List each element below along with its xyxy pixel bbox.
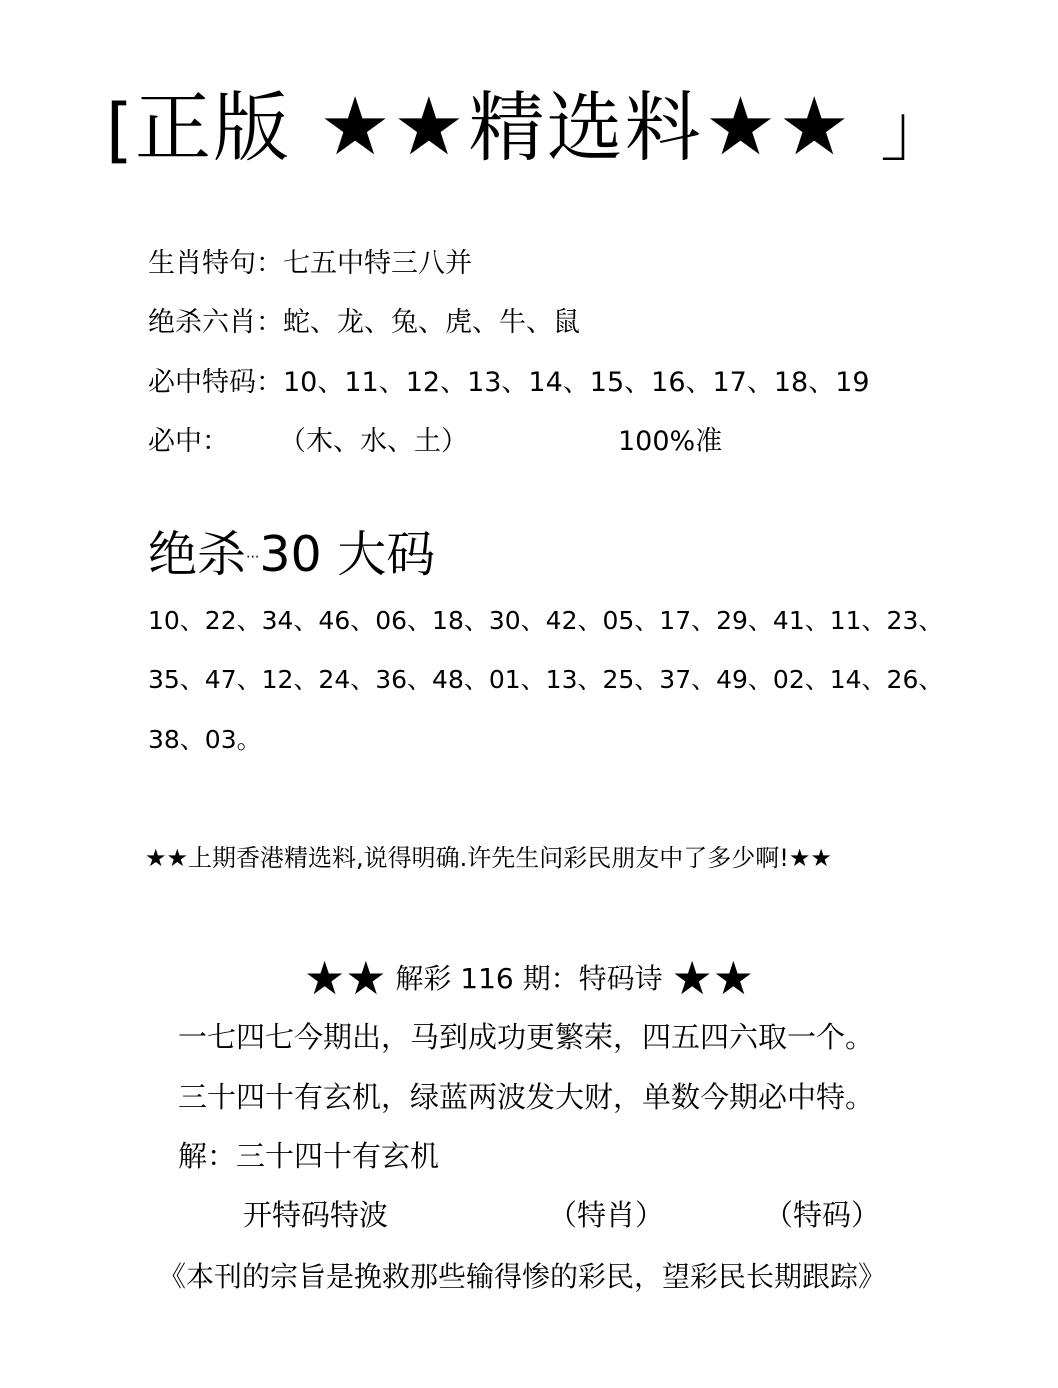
kill30-heading-part2: 30 大码 [259, 526, 436, 583]
zodiac-phrase-value: 七五中特三八并 [283, 248, 472, 279]
star-icon: ★★ [704, 80, 853, 173]
must-hit-line [148, 422, 722, 462]
star-icon: ★★ [303, 951, 387, 1005]
kill30-numbers-line: 10、22、34、46、06、18、30、42、05、17、29、41、11、23、 [148, 606, 944, 635]
star-icon: ★★ [319, 80, 467, 173]
poem-line-1: 一七四七今期出，马到成功更繁荣，四五四六取一个。 [178, 1020, 875, 1054]
poem-result-number: （特码） [764, 1198, 881, 1232]
kill30-heading-dots: ··· [246, 549, 260, 566]
must-hit-elements: （木、水、土） [279, 426, 468, 457]
notice-line: ★★上期香港精选料,说得明确.许先生问彩民朋友中了多少啊!★★ [145, 844, 832, 872]
kill30-heading [148, 520, 435, 593]
title-part1: 正版 [135, 83, 292, 172]
poem-title-line [0, 950, 1058, 1007]
title-part2: 精选料 [468, 83, 703, 172]
must-hit-accuracy: 100%准 [618, 426, 723, 457]
zodiac-phrase-line [148, 244, 472, 284]
page-title [0, 72, 1058, 185]
poem-result-label: 开特码特波 [243, 1198, 389, 1232]
poem-line-2: 三十四十有玄机，绿蓝两波发大财，单数今期必中特。 [178, 1080, 875, 1114]
poem-title: 解彩 116 期：特码诗 [395, 962, 663, 995]
footer-slogan: 《本刊的宗旨是挽救那些输得惨的彩民，望彩民长期跟踪》 [158, 1260, 887, 1293]
kill-six-label: 绝杀六肖： [148, 307, 283, 338]
title-close-bracket: 」 [880, 89, 953, 171]
must-hit-numbers-line [148, 363, 870, 403]
star-icon: ★★ [671, 951, 755, 1005]
kill-six-value: 蛇、龙、兔、虎、牛、鼠 [283, 307, 580, 338]
poem-result-line [243, 1193, 880, 1237]
zodiac-phrase-label: 生肖特句： [148, 248, 283, 279]
poem-solution-value: 三十四十有玄机 [236, 1139, 440, 1173]
kill30-numbers-line: 38、03。 [148, 725, 262, 754]
must-hit-numbers-label: 必中特码： [148, 367, 283, 398]
must-hit-numbers-value: 10、11、12、13、14、15、16、17、18、19 [283, 367, 870, 398]
must-hit-label: 必中： [148, 426, 229, 457]
kill30-heading-part1: 绝杀 [148, 526, 247, 583]
poem-solution-line [178, 1134, 439, 1178]
poem-result-zodiac: （特肖） [548, 1198, 665, 1232]
kill30-numbers-line: 35、47、12、24、36、48、01、13、25、37、49、02、14、26、 [148, 665, 944, 694]
kill-six-line [148, 303, 580, 343]
poem-solution-label: 解： [178, 1139, 237, 1173]
title-open-bracket: [ [105, 89, 136, 171]
